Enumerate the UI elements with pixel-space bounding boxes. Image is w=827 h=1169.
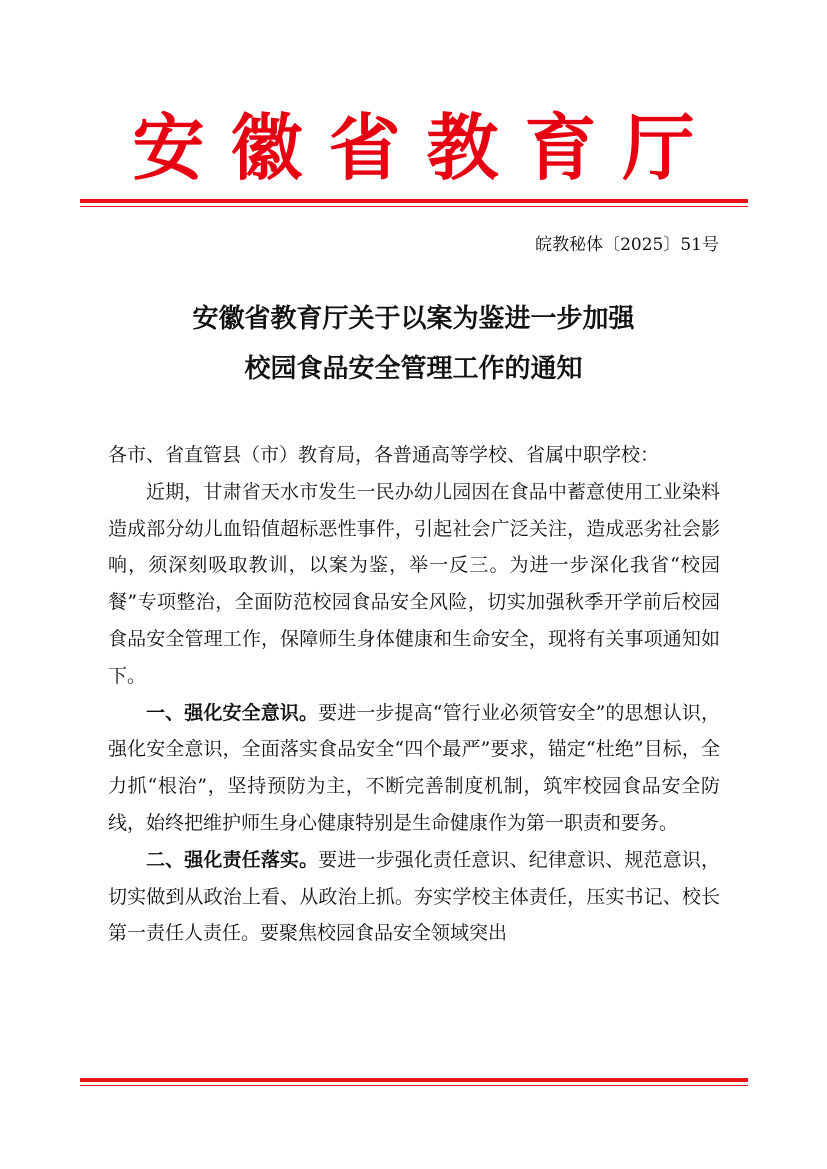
footer-red-rule	[80, 1078, 748, 1086]
header-rule-thick	[80, 199, 748, 203]
document-title-line-2: 校园食品安全管理工作的通知	[244, 354, 583, 384]
paragraph-intro: 近期，甘肃省天水市发生一民办幼儿园因在食品中蓄意使用工业染料造成部分幼儿血铅值超标恶性事件，引起社会广泛关注，造成恶劣社会影响，须深刻吸取教训，以案为鉴，举一反三。为进一步深化我省“校园餐”专项整治，全面防范校园食品安全风险，切实加强秋季开学前后校园食品安全管理工作，保障师生身体健康和生命安全，现将有关事项通知如下。	[108, 480, 720, 687]
section-1-heading: 一、强化安全意识。	[146, 701, 319, 724]
document-number: 皖教秘体〔2025〕51号	[535, 235, 719, 255]
salutation: 各市、省直管县（市）教育局，各普通高等学校、省属中职学校：	[108, 444, 660, 466]
paragraph-section-1	[108, 695, 720, 842]
footer-rule-thin	[80, 1085, 748, 1086]
section-2-heading: 二、强化责任落实。	[146, 848, 319, 871]
footer-rule-thick	[80, 1078, 748, 1082]
section-1-text: 要进一步提高“管行业必须管安全”的思想认识，强化安全意识，全面落实食品安全“四个最严”要求，锚定“杜绝”目标，全力抓“根治”，坚持预防为主，不断完善制度机制，筑牢校园食品安全防线，始终把维护师生身心健康特别是生命健康作为第一职责和要务。	[108, 701, 720, 834]
document-body	[108, 437, 720, 952]
paragraph-section-2	[108, 842, 720, 952]
section-2-text: 要进一步强化责任意识、纪律意识、规范意识，切实做到从政治上看、从政治上抓。夯实学校主体责任，压实书记、校长第一责任人责任。要聚焦校园食品安全领域突出	[108, 848, 720, 945]
header-red-rule	[80, 199, 748, 207]
document-title-line-1: 安徽省教育厅关于以案为鉴进一步加强	[192, 304, 635, 334]
header-rule-thin	[80, 206, 748, 207]
masthead: 安徽省教育厅	[132, 105, 721, 190]
